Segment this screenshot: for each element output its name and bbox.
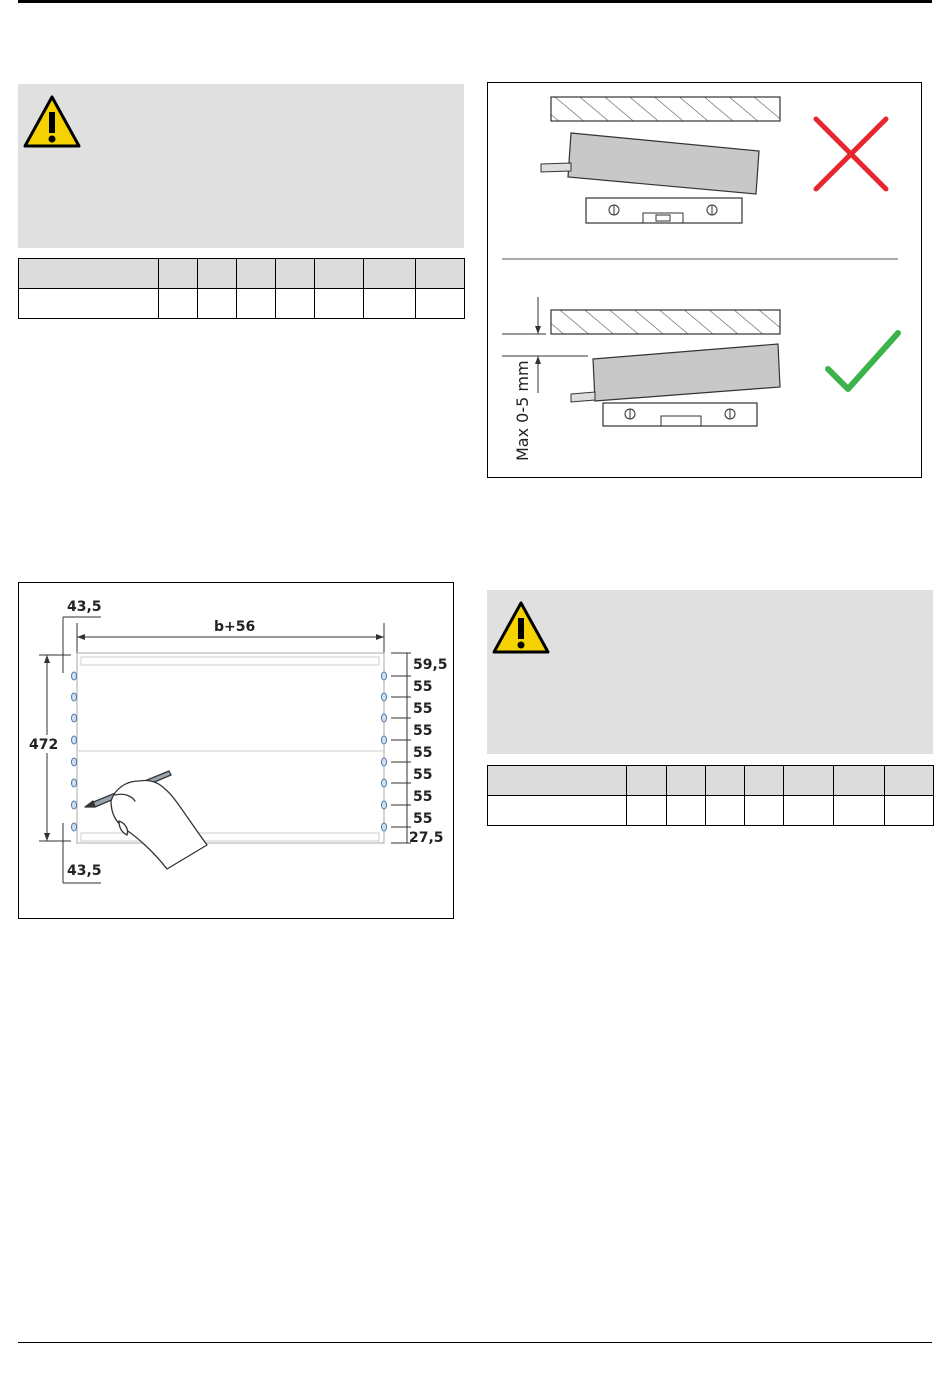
table-header-cell (237, 259, 276, 289)
table-cell (667, 796, 706, 826)
table-header-cell (706, 766, 745, 796)
table-header-cell (667, 766, 706, 796)
magnet-slightly-tilted (593, 344, 780, 401)
table-cell (237, 289, 276, 319)
table-cell (784, 796, 834, 826)
table-header-cell (885, 766, 934, 796)
check-mark-icon (828, 333, 898, 389)
footer-rule (18, 1342, 932, 1343)
table-cell (198, 289, 237, 319)
spacing-label: 55 (413, 767, 433, 783)
door-frame-hatched (551, 97, 780, 121)
warning-box-2 (487, 590, 933, 754)
top-offset-label: 43,5 (67, 599, 102, 615)
spec-table-1 (18, 258, 465, 319)
table-cell (19, 289, 159, 319)
table-header-row (488, 766, 934, 796)
cable-stub (541, 163, 571, 172)
table-header-cell (276, 259, 315, 289)
cable-stub (571, 392, 595, 402)
table-cell (159, 289, 198, 319)
warning-box-1 (18, 84, 464, 248)
spacing-label: 55 (413, 723, 433, 739)
width-label: b+56 (214, 619, 256, 635)
drilling-template-diagram (19, 583, 453, 918)
spacing-label: 27,5 (409, 830, 444, 846)
mounting-position-diagram (488, 83, 921, 477)
table-header-cell (416, 259, 465, 289)
table-cell (706, 796, 745, 826)
table-cell (416, 289, 465, 319)
table-header-cell (159, 259, 198, 289)
drilling-template-figure (18, 582, 454, 919)
table-header-cell (834, 766, 885, 796)
warning-triangle-icon (491, 600, 551, 656)
table-header-cell (745, 766, 784, 796)
mounting-position-figure (487, 82, 922, 478)
table-cell (834, 796, 885, 826)
table-cell (276, 289, 315, 319)
table-header-cell (627, 766, 667, 796)
table-cell (745, 796, 784, 826)
bottom-offset-label: 43,5 (67, 863, 102, 879)
warning-triangle-icon (22, 94, 82, 150)
magnet-tilted (568, 133, 759, 194)
drill-holes-left (72, 672, 77, 831)
spacing-label: 55 (413, 701, 433, 717)
spacing-label: 55 (413, 745, 433, 761)
table-header-cell (198, 259, 237, 289)
table-cell (364, 289, 416, 319)
table-row (19, 289, 465, 319)
spacing-label: 59,5 (413, 657, 448, 673)
table-header-cell (488, 766, 627, 796)
spacing-label: 55 (413, 679, 433, 695)
table-header-cell (364, 259, 416, 289)
table-header-cell (315, 259, 364, 289)
table-header-row (19, 259, 465, 289)
right-arrangement (502, 297, 898, 461)
table-header-cell (784, 766, 834, 796)
table-cell (488, 796, 627, 826)
door-frame-hatched (551, 310, 780, 334)
table-header-cell (19, 259, 159, 289)
sensor-base (603, 403, 757, 426)
spacing-label: 55 (413, 789, 433, 805)
header-rule (18, 0, 932, 3)
wrong-arrangement (541, 97, 886, 223)
gap-label: Max 0-5 mm (513, 360, 532, 461)
height-label: 472 (29, 737, 59, 753)
table-cell (627, 796, 667, 826)
spacing-label: 55 (413, 811, 433, 827)
spec-table-2 (487, 765, 934, 826)
table-row (488, 796, 934, 826)
table-cell (885, 796, 934, 826)
table-cell (315, 289, 364, 319)
x-mark-icon (816, 119, 886, 189)
